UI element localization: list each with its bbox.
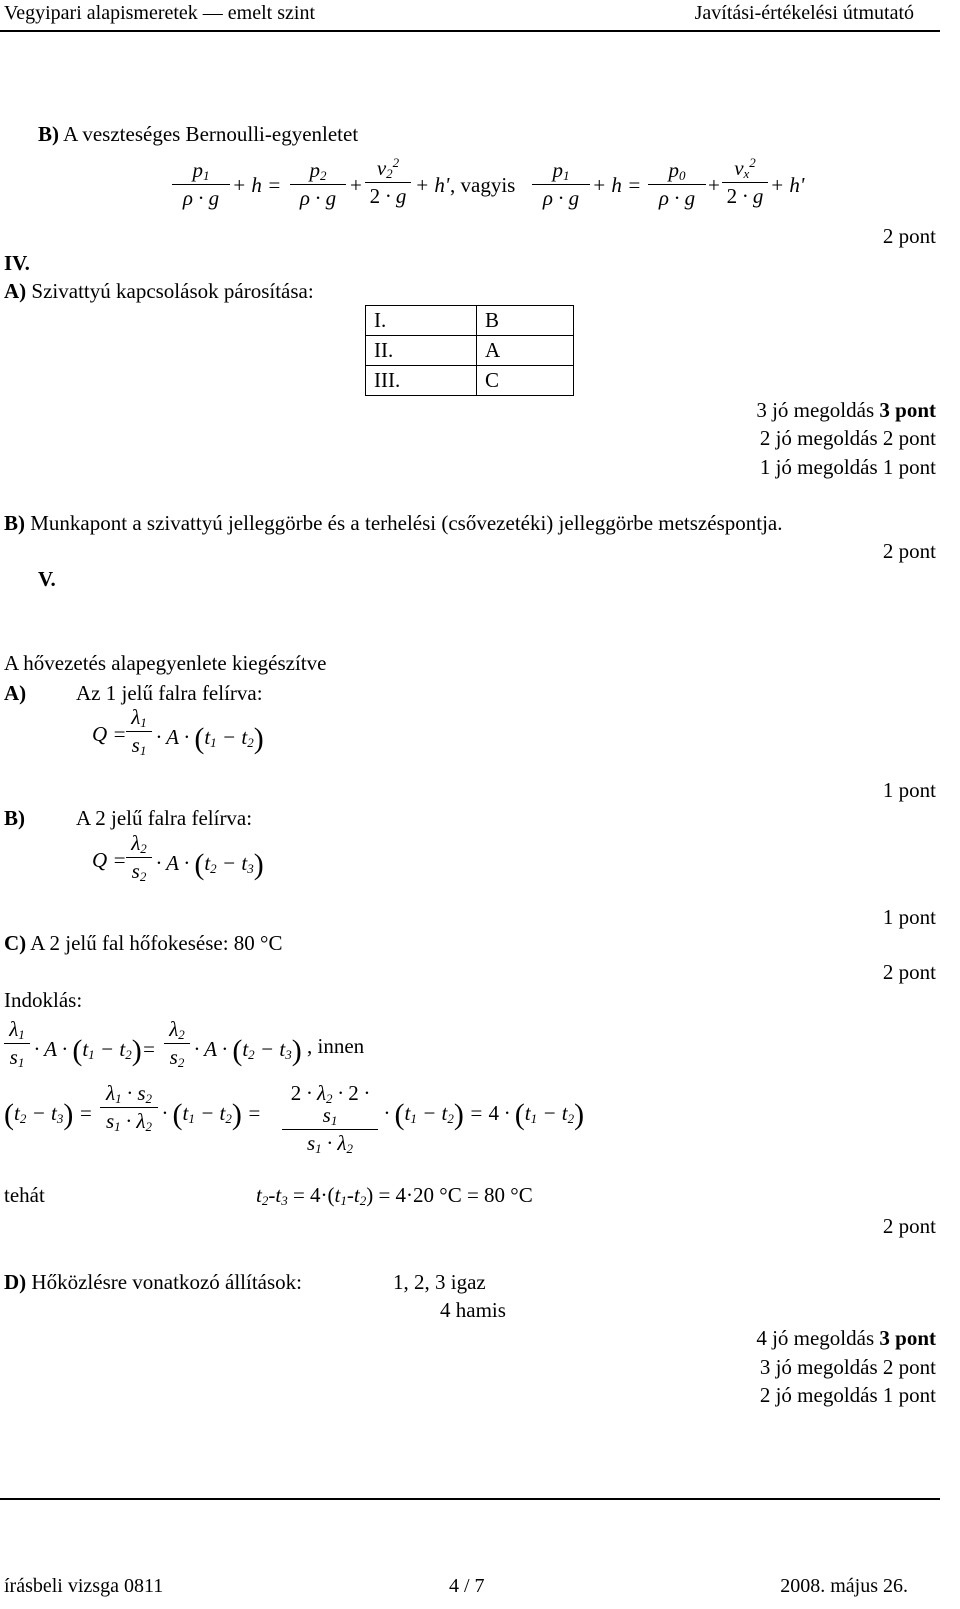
- scoring-points: 1 pont: [882, 455, 936, 479]
- section-v-b-points: 1 pont: [882, 905, 936, 929]
- scoring-text: 2 jó megoldás: [759, 426, 883, 450]
- eq2-plus-h: + h =: [592, 173, 642, 197]
- scoring-points: 2 pont: [882, 426, 936, 450]
- section-iv-b-points: 2 pont: [882, 539, 936, 563]
- tehat-label: tehát: [4, 1183, 45, 1207]
- section-v-a-text: Az 1 jelű falra felírva:: [76, 681, 263, 705]
- tehat-points: 2 pont: [882, 1214, 936, 1238]
- scoring-line: [760, 457, 936, 478]
- scoring-points: 3 pont: [879, 1326, 936, 1350]
- section-v-d-label: D): [4, 1270, 27, 1294]
- eq-right-term: · $A \cdot (t_2 - t_3)$: [194, 1034, 302, 1067]
- section-v-a-points: 1 pont: [882, 778, 936, 802]
- section-iv-a: [4, 281, 314, 302]
- scoring-line: [756, 400, 936, 421]
- eq-a-term: · $A \cdot (t_2 - t_3)$: [156, 848, 264, 881]
- eq-frac-lambda1-s1: $\lambda_1$ $s_1$: [4, 1019, 30, 1069]
- pairing-row: [366, 336, 574, 366]
- eq-mid: · $(t_1 - t_2)$ =: [162, 1098, 262, 1131]
- d-answer-2: 4 hamis: [440, 1298, 506, 1322]
- scoring-points: 1 pont: [882, 1383, 936, 1407]
- section-v-d: [4, 1272, 302, 1293]
- scoring-text: 3 jó megoldás: [756, 398, 880, 422]
- eq-q: Q =: [92, 722, 127, 746]
- pairing-right: A: [477, 336, 574, 366]
- indoklas-label: Indoklás:: [4, 988, 83, 1012]
- eq-frac-p2: $p_2$ ρ · g: [290, 160, 346, 209]
- pairing-right: B: [477, 306, 574, 336]
- pairing-left: I.: [366, 306, 477, 336]
- eq-frac-v2: $v_2^2$ 2 · g: [365, 156, 411, 207]
- d-answer-1: 1, 2, 3 igaz: [393, 1270, 486, 1294]
- header-left: Vegyipari alapismeretek — emelt szint: [4, 2, 316, 24]
- section-iv-a-label: A): [4, 279, 27, 303]
- pairing-right: C: [477, 366, 574, 396]
- d-scoring-line: [756, 1328, 936, 1349]
- footer-center: 4 / 7: [449, 1575, 485, 1597]
- eq2-frac-p1: $p_1$ ρ · g: [532, 160, 590, 209]
- section-v-b-label: B): [4, 806, 25, 830]
- section-v-c-text: A 2 jelű fal hőfokesése: 80 °C: [30, 931, 283, 955]
- d-scoring-line: [760, 1385, 936, 1406]
- section-v-b-text: A 2 jelű falra felírva:: [76, 806, 253, 830]
- eq2-plus: +: [708, 173, 720, 197]
- bernoulli-points: 2 pont: [882, 224, 936, 248]
- section-v-title: V.: [38, 567, 56, 591]
- pairing-left: II.: [366, 336, 477, 366]
- bernoulli-text: A veszteséges Bernoulli-egyenletet: [63, 122, 359, 146]
- eq-lhs: $(t_2 - t_3)$ =: [4, 1098, 93, 1131]
- scoring-line: [760, 428, 936, 449]
- section-v-c-label: C): [4, 931, 27, 955]
- eq-frac-ratio: $\lambda_1 \cdot s_2$ $s_1 \cdot \lambda_2$: [100, 1083, 158, 1133]
- header-rule: [0, 30, 940, 32]
- tehat-expression: $t_2-t_3 = 4\cdot(t_1-t_2) = 4\cdot 20$ °C = 80 °C: [256, 1183, 533, 1208]
- section-v-d-text: Hőközlésre vonatkozó állítások:: [31, 1270, 303, 1294]
- pairing-row: [366, 366, 574, 396]
- pairing-table: [365, 305, 574, 396]
- eq-result: · $(t_1 - t_2) = 4 \cdot (t_1 - t_2)$: [384, 1098, 585, 1131]
- d-scoring-line: [760, 1357, 936, 1378]
- section-iv-b: [4, 513, 782, 534]
- bernoulli-heading: [38, 124, 358, 145]
- footer-left: írásbeli vizsga 0811: [4, 1575, 164, 1597]
- footer-rule: [0, 1498, 940, 1500]
- eq-frac-substituted: $2 \cdot \lambda_2 \cdot 2 \cdot s_1$ $s_1 \cdot \lambda_2$: [282, 1083, 378, 1155]
- section-v-intro: A hővezetés alapegyenlete kiegészítve: [4, 651, 327, 675]
- section-iv-b-text: Munkapont a szivattyú jelleggörbe és a terhelési (csővezetéki) jelleggörbe metszéspontja.: [30, 511, 783, 535]
- scoring-text: 4 jó megoldás: [756, 1326, 880, 1350]
- eq-plus: +: [350, 173, 362, 197]
- scoring-text: 2 jó megoldás: [759, 1383, 883, 1407]
- eq-frac-lambda2-s2: $\lambda_2$ $s_2$: [126, 833, 152, 883]
- tehat-tail: = 4·20 °C = 80 °C: [373, 1183, 533, 1207]
- eq-plus-h: + h =: [232, 173, 282, 197]
- eq-frac-lambda2-s2: $\lambda_2$ $s_2$: [164, 1019, 190, 1069]
- scoring-points: 2 pont: [882, 1355, 936, 1379]
- scoring-points: 3 pont: [879, 398, 936, 422]
- eq-a-term: · $A \cdot (t_1 - t_2)$: [156, 722, 264, 755]
- section-iv-b-label: B): [4, 511, 25, 535]
- eq2-frac-p0: $p_0$ ρ · g: [648, 160, 706, 209]
- bernoulli-label: B): [38, 122, 59, 146]
- eq-plus-hprime: + h': [415, 173, 450, 197]
- section-v-c: [4, 933, 282, 954]
- scoring-text: 3 jó megoldás: [759, 1355, 883, 1379]
- scoring-text: 1 jó megoldás: [759, 455, 883, 479]
- section-iv-a-text: Szivattyú kapcsolások párosítása:: [31, 279, 314, 303]
- pairing-row: [366, 306, 574, 336]
- eq-q: Q =: [92, 848, 127, 872]
- eq2-plus-hprime: + h': [770, 173, 805, 197]
- eq-innen: , innen: [307, 1034, 365, 1058]
- eq-frac-p1: $p_1$ ρ · g: [172, 160, 230, 209]
- pairing-left: III.: [366, 366, 477, 396]
- eq-vagyis: , vagyis: [450, 173, 516, 197]
- header-right: Javítási-értékelési útmutató: [694, 2, 914, 24]
- eq2-frac-vx: $v_x^2$ 2 · g: [722, 156, 768, 207]
- footer-right: 2008. május 26.: [780, 1575, 908, 1597]
- section-v-c-points: 2 pont: [882, 960, 936, 984]
- section-v-a-label: A): [4, 681, 27, 705]
- section-iv-title: IV.: [4, 251, 30, 275]
- eq-left-term: · $A \cdot (t_1 - t_2)=$: [34, 1034, 156, 1067]
- eq-frac-lambda1-s1: $\lambda_1$ $s_1$: [126, 707, 152, 757]
